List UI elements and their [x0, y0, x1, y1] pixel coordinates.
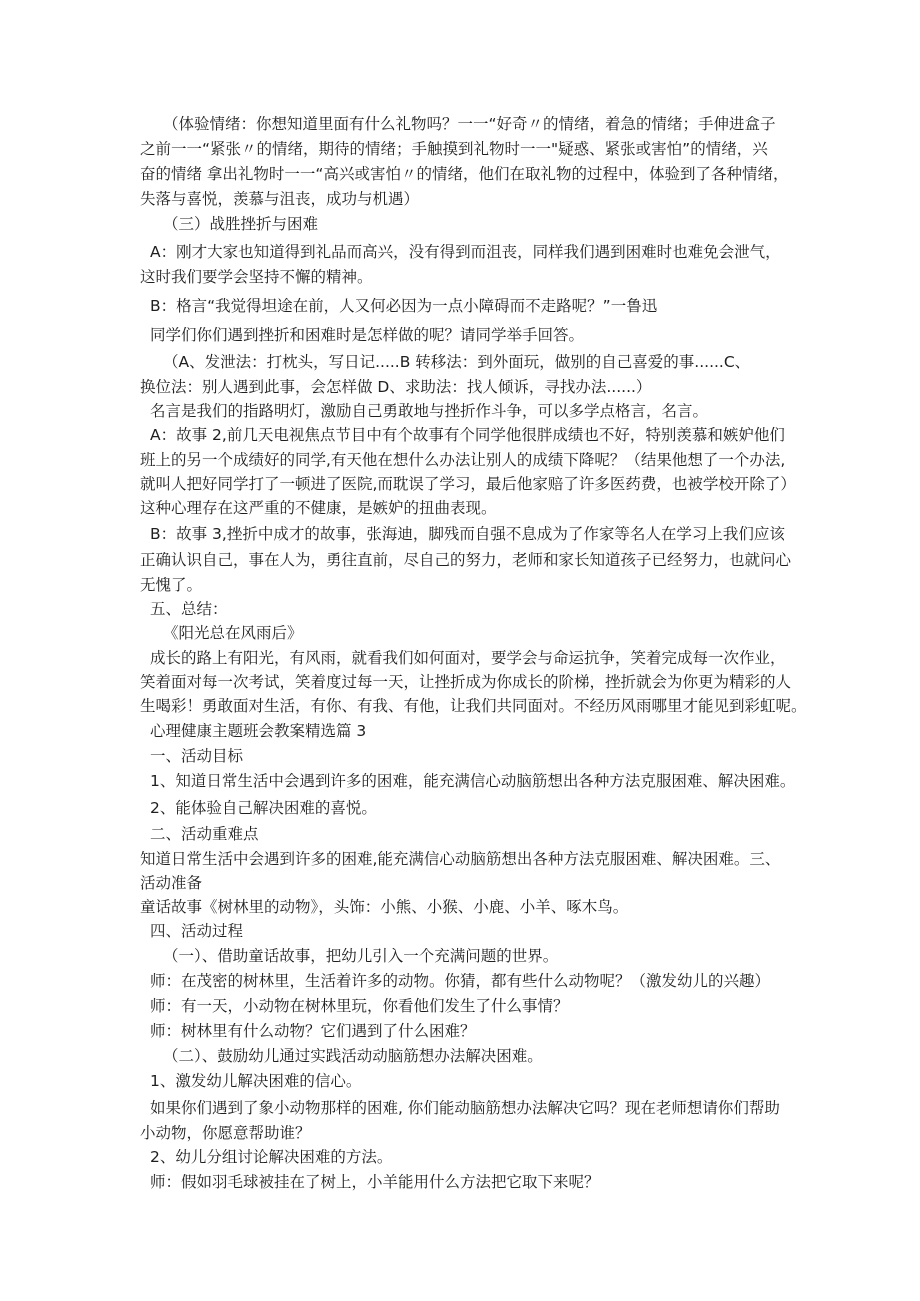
- text-line: （A、发泄法：打枕头，写日记.....B 转移法：到外面玩，做别的自己喜爱的事......C、: [163, 353, 751, 371]
- text-line: 这时我们要学会坚持不懈的精神。: [140, 268, 373, 286]
- text-line: （一）、借助童话故事，把幼儿引入一个充满问题的世界。: [163, 947, 559, 965]
- text-line: 师：有一天，小动物在树林里玩，你看他们发生了什么事情？: [150, 997, 569, 1015]
- section-heading: （三）战胜挫折与困难: [163, 215, 319, 233]
- text-line: 童话故事《树林里的动物》，头饰：小熊、小猴、小鹿、小羊、啄木鸟。: [140, 898, 629, 916]
- text-line: 失落与喜悦，羡慕与沮丧，成功与机遇）: [140, 190, 420, 208]
- text-line: 正确认识自己，事在人为，勇往直前，尽自己的努力，老师和家长知道孩子已经努力，也就问心: [140, 551, 792, 569]
- text-line: 奋的情绪 拿出礼物时一一“高兴或害怕〃的情绪，他们在取礼物的过程中，体验到了各种情绪，: [140, 165, 789, 183]
- text-line: （二）、鼓励幼儿通过实践活动动脑筋想办法解决困难。: [163, 1047, 543, 1065]
- section-heading: 一、活动目标: [150, 747, 244, 765]
- list-item: 2、幼儿分组讨论解决困难的方法。: [150, 1148, 393, 1166]
- text-line: 换位法：别人遇到此事，会怎样做 D、求助法：找人倾诉，寻找办法......）: [140, 378, 652, 396]
- text-line: 师：在茂密的树林里，生活着许多的动物。你猜，都有些什么动物呢？（激发幼儿的兴趣）: [150, 972, 771, 990]
- text-line: 如果你们遇到了象小动物那样的困难, 你们能动脑筋想办法解决它吗？现在老师想请你们帮助: [150, 1099, 780, 1117]
- text-line: 师：假如羽毛球被挂在了树上，小羊能用什么方法把它取下来呢？: [150, 1173, 600, 1191]
- chapter-title: 心理健康主题班会教案精选篇 3: [150, 722, 367, 740]
- section-heading: 活动准备: [140, 874, 203, 892]
- list-item: 1、激发幼儿解决困难的信心。: [150, 1072, 362, 1090]
- text-line: 就叫人把好同学打了一顿进了医院,而耽误了学习，最后他家赔了许多医药费，也被学校开除了）: [140, 475, 796, 493]
- text-line: 成长的路上有阳光，有风雨，就看我们如何面对，要学会与命运抗争，笑着完成每一次作业，: [150, 649, 786, 667]
- text-line: A：刚才大家也知道得到礼品而高兴，没有得到而沮丧，同样我们遇到困难时也难免会泄气，: [150, 243, 781, 261]
- text-line: 这种心理存在这严重的不健康，是嫉妒的扭曲表现。: [140, 499, 497, 517]
- text-line: 之前一一“紧张〃的情绪，期待的情绪；手触摸到礼物时一一"疑惑、紧张或害怕”的情绪，兴: [140, 140, 768, 158]
- section-heading: 二、活动重难点: [150, 825, 259, 843]
- poem-title: 《阳光总在风雨后》: [163, 624, 303, 642]
- text-line: A：故事 2,前几天电视焦点节目中有个故事有个同学他很胖成绩也不好，特别羡慕和嫉妒他们: [150, 426, 785, 444]
- text-line: 无愧了。: [140, 576, 203, 594]
- section-heading: 五、总结：: [150, 600, 228, 618]
- text-line: 班上的另一个成绩好的同学,有天他在想什么办法让别人的成绩下降呢？（结果他想了一个办法,: [140, 451, 786, 469]
- text-line: 师：树林里有什么动物？它们遇到了什么困难？: [150, 1022, 476, 1040]
- text-line: 小动物，你愿意帮助谁？: [140, 1124, 311, 1142]
- list-item: 1、知道日常生活中会遇到许多的困难，能充满信心动脑筋想出各种方法克服困难、解决困难。: [150, 772, 796, 790]
- text-line: （体验情绪：你想知道里面有什么礼物吗？一一“好奇〃的情绪，着急的情绪；手伸进盒子: [163, 115, 776, 133]
- text-line: 名言是我们的指路明灯，激励自己勇敢地与挫折作斗争，可以多学点格言，名言。: [150, 402, 709, 420]
- text-line: 生喝彩！勇敢面对生活，有你、有我、有他，让我们共同面对。不经历风雨哪里才能见到彩虹呢。: [140, 697, 807, 715]
- text-line: 同学们你们遇到挫折和困难时是怎样做的呢？请同学举手回答。: [150, 326, 585, 344]
- text-line: 笑着面对每一次考试，笑着度过每一天，让挫折成为你成长的阶梯，挫折就会为你更为精彩的人: [140, 673, 792, 691]
- list-item: 2、能体验自己解决困难的喜悦。: [150, 799, 377, 817]
- section-heading: 四、活动过程: [150, 922, 244, 940]
- text-line: B：故事 3,挫折中成才的故事，张海迪，脚残而自强不息成为了作家等名人在学习上我们应该: [150, 525, 785, 543]
- text-line: 知道日常生活中会遇到许多的困难,能充满信心动脑筋想出各种方法克服困难、解决困难。三、: [140, 850, 781, 868]
- text-line: B：格言“我觉得坦途在前，人又何必因为一点小障碍而不走路呢？”一鲁迅: [150, 297, 658, 315]
